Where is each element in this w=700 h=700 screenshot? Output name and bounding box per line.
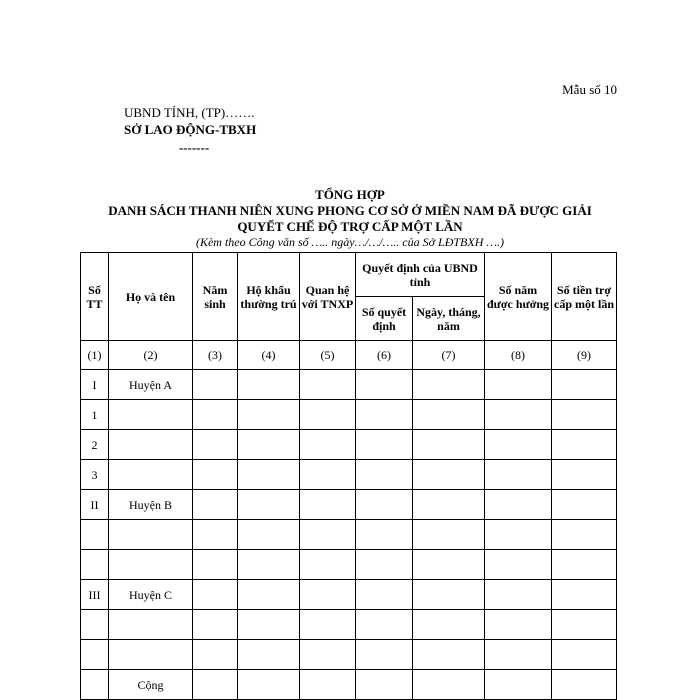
table-cell <box>300 580 356 610</box>
org-department: SỞ LAO ĐỘNG-TBXH <box>124 122 257 137</box>
table-row <box>81 550 617 580</box>
row-stt: I <box>81 370 109 400</box>
table-cell <box>193 550 238 580</box>
table-row <box>81 580 617 610</box>
title-note: (Kèm theo Công văn số ….. ngày…/…/….. của Sở LĐTBXH ….) <box>195 235 505 249</box>
table-cell <box>300 610 356 640</box>
column-number-row <box>81 341 617 370</box>
table-cell <box>238 610 300 640</box>
column-number: (9) <box>552 341 617 370</box>
table-cell <box>552 640 617 670</box>
table-cell <box>238 490 300 520</box>
table-cell <box>485 610 552 640</box>
table-cell <box>413 580 485 610</box>
table-cell <box>193 640 238 670</box>
table-cell <box>238 670 300 700</box>
table-cell <box>485 460 552 490</box>
table-cell <box>413 520 485 550</box>
table-cell <box>485 370 552 400</box>
table-cell <box>413 430 485 460</box>
row-stt <box>81 610 109 640</box>
table-cell <box>413 610 485 640</box>
table-cell <box>552 670 617 700</box>
table-cell <box>552 460 617 490</box>
table-row <box>81 400 617 430</box>
table-row <box>81 640 617 670</box>
table-row <box>81 610 617 640</box>
table-cell <box>552 520 617 550</box>
table-cell <box>552 580 617 610</box>
table-cell <box>193 490 238 520</box>
table-cell <box>193 610 238 640</box>
row-stt: 3 <box>81 460 109 490</box>
row-name <box>109 430 193 460</box>
title-line-1: TỔNG HỢP <box>315 187 385 202</box>
row-name <box>109 460 193 490</box>
table-cell <box>193 370 238 400</box>
header-residence: Hộ khẩu thường trú <box>238 253 300 341</box>
table-cell <box>238 370 300 400</box>
header-amount: Số tiền trợ cấp một lần <box>552 253 617 341</box>
table-cell <box>485 430 552 460</box>
table-cell <box>300 460 356 490</box>
table-cell <box>238 640 300 670</box>
table-cell <box>193 400 238 430</box>
row-name: Huyện A <box>109 370 193 400</box>
column-number: (8) <box>485 341 552 370</box>
table-cell <box>300 490 356 520</box>
header-birth-year: Năm sinh <box>193 253 238 341</box>
row-stt <box>81 670 109 700</box>
table-cell <box>356 400 413 430</box>
column-number: (1) <box>81 341 109 370</box>
table-cell <box>356 610 413 640</box>
column-number: (7) <box>413 341 485 370</box>
table-cell <box>238 580 300 610</box>
row-name <box>109 610 193 640</box>
table-cell <box>300 670 356 700</box>
column-number: (4) <box>238 341 300 370</box>
table-cell <box>485 490 552 520</box>
table-cell <box>413 670 485 700</box>
table-row <box>81 520 617 550</box>
column-number: (3) <box>193 341 238 370</box>
header-years: Số năm được hưởng <box>485 253 552 341</box>
row-stt <box>81 640 109 670</box>
row-stt: II <box>81 490 109 520</box>
table-cell <box>238 460 300 490</box>
table-cell <box>193 460 238 490</box>
table-cell <box>356 430 413 460</box>
row-stt: III <box>81 580 109 610</box>
table-cell <box>238 400 300 430</box>
table-cell <box>552 370 617 400</box>
table-cell <box>413 400 485 430</box>
table-cell <box>238 550 300 580</box>
header-decision-group: Quyết định của UBND tỉnh <box>356 253 485 297</box>
row-stt <box>81 520 109 550</box>
table-cell <box>356 370 413 400</box>
table-cell <box>300 550 356 580</box>
table-cell <box>356 520 413 550</box>
table-cell <box>485 670 552 700</box>
row-name <box>109 400 193 430</box>
row-name <box>109 640 193 670</box>
title-line-3: QUYẾT CHẾ ĐỘ TRỢ CẤP MỘT LẦN <box>237 219 463 234</box>
row-name: Huyện C <box>109 580 193 610</box>
table-cell <box>413 640 485 670</box>
table-cell <box>356 460 413 490</box>
table-row <box>81 490 617 520</box>
title-line-2: DANH SÁCH THANH NIÊN XUNG PHONG CƠ SỞ Ở MIỀN NAM ĐÃ ĐƯỢC GIẢI <box>108 203 592 218</box>
table-cell <box>413 490 485 520</box>
table-cell <box>552 400 617 430</box>
column-number: (5) <box>300 341 356 370</box>
table-cell <box>193 670 238 700</box>
table-cell <box>300 400 356 430</box>
table-cell <box>485 580 552 610</box>
row-stt: 1 <box>81 400 109 430</box>
table-cell <box>356 490 413 520</box>
table-cell <box>485 550 552 580</box>
header-decision-number: Số quyết định <box>356 297 413 341</box>
document-title <box>0 187 700 249</box>
table-cell <box>356 550 413 580</box>
column-number: (6) <box>356 341 413 370</box>
table-cell <box>413 460 485 490</box>
table-cell <box>193 580 238 610</box>
table-cell <box>300 520 356 550</box>
row-name <box>109 550 193 580</box>
table-cell <box>552 550 617 580</box>
header-stt: Số TT <box>81 253 109 341</box>
table-cell <box>300 370 356 400</box>
table-cell <box>238 430 300 460</box>
table-cell <box>356 640 413 670</box>
table-row <box>81 430 617 460</box>
table-cell <box>552 490 617 520</box>
table-cell <box>356 670 413 700</box>
table-cell <box>300 640 356 670</box>
form-number: Mẫu số 10 <box>562 82 617 97</box>
row-name <box>109 520 193 550</box>
table-row <box>81 460 617 490</box>
table-cell <box>238 520 300 550</box>
org-separator: ------- <box>178 140 210 155</box>
column-number: (2) <box>109 341 193 370</box>
header-relation: Quan hệ với TNXP <box>300 253 356 341</box>
table-row <box>81 670 617 700</box>
table-cell <box>485 640 552 670</box>
table-cell <box>193 430 238 460</box>
table-cell <box>356 580 413 610</box>
organization-header <box>124 104 264 156</box>
header-name: Họ và tên <box>109 253 193 341</box>
row-name: Cộng <box>109 670 193 700</box>
table-cell <box>485 520 552 550</box>
org-province: UBND TỈNH, (TP)……. <box>124 105 255 120</box>
table-row <box>81 370 617 400</box>
summary-table <box>80 252 617 700</box>
table-cell <box>552 430 617 460</box>
table-cell <box>413 550 485 580</box>
header-decision-date: Ngày, tháng, năm <box>413 297 485 341</box>
row-stt: 2 <box>81 430 109 460</box>
table-cell <box>485 400 552 430</box>
table-cell <box>413 370 485 400</box>
table-cell <box>552 610 617 640</box>
table-cell <box>193 520 238 550</box>
row-name: Huyện B <box>109 490 193 520</box>
row-stt <box>81 550 109 580</box>
table-cell <box>300 430 356 460</box>
